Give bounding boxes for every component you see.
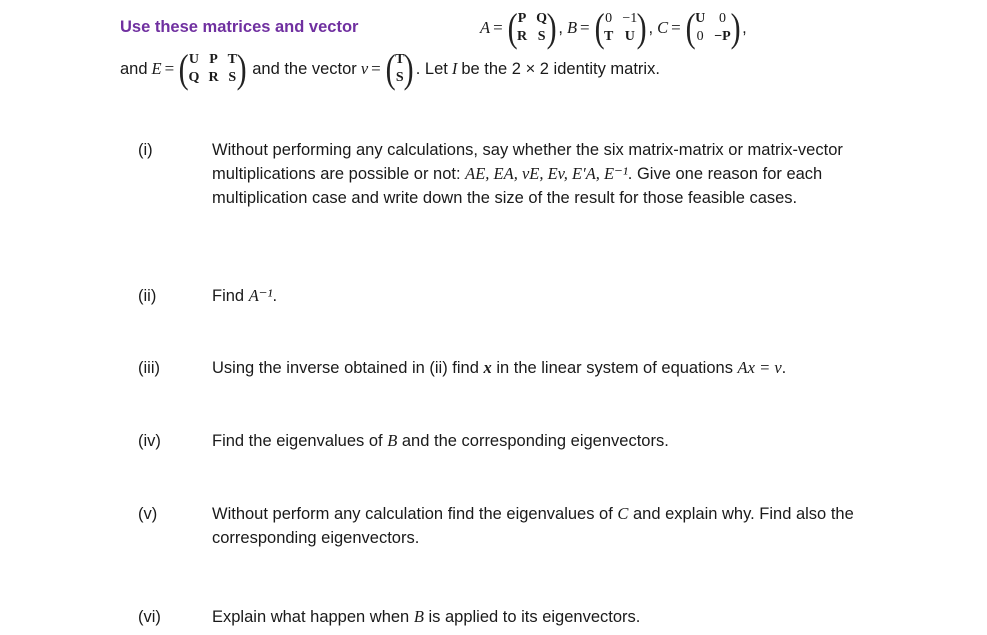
- question-text: Without performing any calculations, say whether the six matrix-matrix or matrix-vector multiplications are possible or not:: [212, 141, 843, 183]
- question-math: A⁻¹: [248, 286, 273, 305]
- left-paren: (: [594, 5, 605, 50]
- equals-sign: =: [493, 18, 503, 37]
- intro-title: Use these matrices and vector: [120, 18, 359, 36]
- question-math: B: [387, 431, 398, 450]
- question-text: is applied to its eigenvectors.: [423, 608, 641, 626]
- matrix-a: [517, 10, 547, 46]
- right-paren: ): [730, 5, 741, 50]
- right-paren: ): [546, 5, 557, 50]
- matrix-a-name: A: [480, 18, 491, 37]
- matrix-b-cell: U: [624, 29, 635, 44]
- matrix-c: [695, 10, 731, 46]
- matrix-b-cell: T: [603, 29, 614, 44]
- question-text: .: [781, 359, 787, 377]
- equals-sign: =: [164, 59, 175, 78]
- question-number-2: (ii): [138, 287, 157, 305]
- question-math: Ax = v: [737, 358, 782, 377]
- matrix-c-cell: −P: [714, 29, 731, 44]
- comma: ,: [742, 18, 747, 37]
- comma: ,: [558, 18, 563, 37]
- matrix-e-cell: R: [208, 70, 219, 85]
- matrix-e-cell: S: [228, 70, 237, 85]
- question-math: B: [413, 607, 424, 626]
- question-math: C: [617, 504, 629, 523]
- vector-v-cell: T: [395, 52, 405, 67]
- left-paren: (: [178, 46, 189, 91]
- right-paren: ): [636, 5, 647, 50]
- matrix-e-cell: Q: [188, 70, 200, 85]
- vector-v-cell: S: [395, 70, 404, 85]
- question-math: AE, EA, vE, Ev, E′A, E⁻¹: [465, 164, 628, 183]
- matrix-b-name: B: [566, 18, 578, 37]
- matrix-e: [189, 51, 237, 87]
- matrix-e-cell: P: [209, 52, 218, 67]
- right-paren: ): [404, 46, 415, 91]
- question-number-4: (iv): [138, 432, 161, 450]
- question-number-1: (i): [138, 141, 153, 159]
- matrix-b-cell: −1: [622, 11, 638, 26]
- left-paren: (: [685, 5, 696, 50]
- question-math: x: [483, 358, 492, 377]
- identity-sentence: . Let: [415, 59, 448, 78]
- matrix-c-cell: 0: [718, 11, 726, 26]
- matrix-b: [604, 10, 637, 46]
- question-text-6: [212, 605, 872, 629]
- intro-vector-text: and the vector: [252, 59, 357, 78]
- question-text: Without perform any calculation find the eigenvalues of: [212, 505, 618, 523]
- question-number-5: (v): [138, 505, 158, 523]
- question-text: .: [272, 287, 278, 305]
- equals-sign: =: [371, 59, 381, 78]
- question-text-2: [212, 284, 872, 308]
- vector-v-name: v: [360, 59, 369, 78]
- matrix-c-name: C: [657, 18, 669, 37]
- matrix-a-cell: R: [517, 29, 528, 44]
- matrix-e-cell: U: [188, 52, 200, 67]
- question-text: and explain why. Find also the corresponding eigenvectors.: [212, 505, 854, 547]
- matrix-definitions-abc: [480, 5, 747, 51]
- intro-and-text: and: [120, 59, 148, 78]
- matrix-a-cell: Q: [536, 11, 548, 26]
- matrix-a-cell: P: [517, 11, 527, 26]
- question-text-5: [212, 502, 872, 550]
- question-number-6: (vi): [138, 608, 161, 626]
- equals-sign: =: [671, 18, 681, 37]
- right-paren: ): [236, 46, 247, 91]
- equals-sign: =: [580, 18, 590, 37]
- matrix-a-cell: S: [537, 29, 546, 44]
- matrix-e-cell: T: [227, 52, 237, 67]
- question-text: Explain what happen when: [212, 608, 414, 626]
- comma: ,: [648, 18, 654, 37]
- question-text: Find the eigenvalues of: [212, 432, 388, 450]
- identity-rest: be the 2 × 2 identity matrix.: [461, 59, 660, 78]
- question-text: in the linear system of equations: [491, 359, 738, 377]
- left-paren: (: [507, 5, 518, 50]
- question-text-4: [212, 429, 872, 453]
- question-text: and the corresponding eigenvectors.: [397, 432, 669, 450]
- left-paren: (: [385, 46, 396, 91]
- identity-symbol: I: [451, 59, 458, 78]
- matrix-c-cell: 0: [696, 29, 704, 44]
- question-number-3: (iii): [138, 359, 160, 377]
- question-text-1: [212, 138, 872, 210]
- matrix-b-cell: 0: [605, 11, 613, 26]
- matrix-definitions-ev: [120, 46, 660, 92]
- question-text: . Give one reason for each multiplication case and write down the size of the result for those feasible cases.: [212, 165, 823, 207]
- question-text: Find: [212, 287, 249, 305]
- question-text-3: [212, 356, 872, 380]
- matrix-e-name: E: [151, 59, 162, 78]
- question-text: Using the inverse obtained in (ii) find: [212, 359, 484, 377]
- matrix-c-cell: U: [695, 11, 706, 26]
